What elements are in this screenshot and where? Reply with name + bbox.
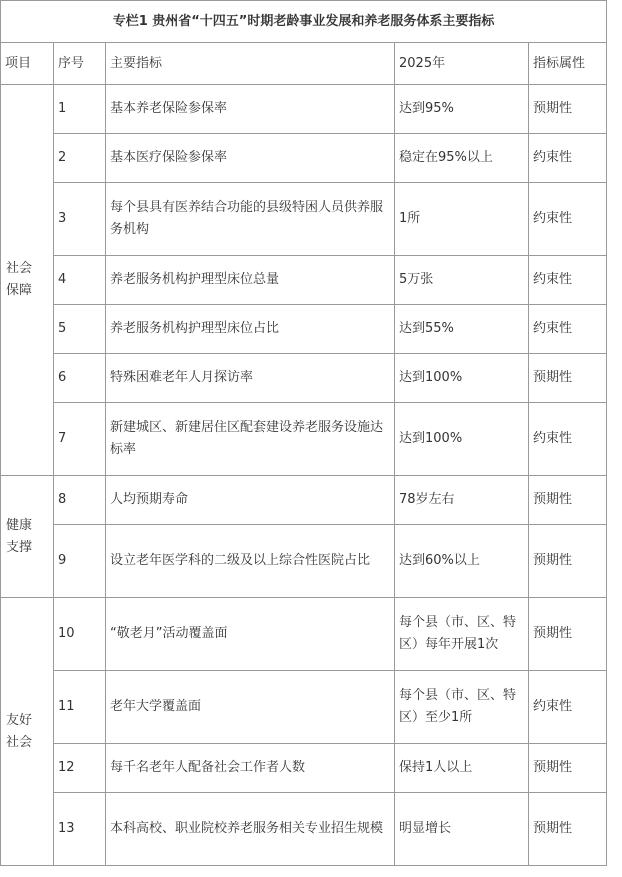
row-indicator: 基本养老保险参保率 [106,85,395,134]
row-number: 4 [54,256,106,305]
header-attribute: 指标属性 [529,43,607,85]
table-title: 专栏1 贵州省“十四五”时期老龄事业发展和养老服务体系主要指标 [1,1,607,43]
row-number: 10 [54,598,106,671]
row-indicator: 新建城区、新建居住区配套建设养老服务设施达标率 [106,403,395,476]
row-target: 达到100% [395,403,529,476]
row-number: 6 [54,354,106,403]
row-attribute: 预期性 [529,598,607,671]
row-attribute: 约束性 [529,305,607,354]
table-row [1,134,607,183]
row-attribute: 约束性 [529,256,607,305]
row-attribute: 约束性 [529,183,607,256]
row-number: 8 [54,476,106,525]
row-indicator: 设立老年医学科的二级及以上综合性医院占比 [106,525,395,598]
row-target: 明显增长 [395,793,529,866]
table-row [1,598,607,671]
category-label-line1: 社会 [6,261,33,276]
row-target: 1所 [395,183,529,256]
row-target: 达到55% [395,305,529,354]
table-row [1,744,607,793]
table-row [1,525,607,598]
table-row [1,354,607,403]
header-row [1,43,607,85]
category-label-line2: 社会 [6,734,33,750]
row-attribute: 预期性 [529,476,607,525]
table-row [1,183,607,256]
table-row [1,793,607,866]
row-number: 3 [54,183,106,256]
table-row [1,671,607,744]
row-number: 12 [54,744,106,793]
row-indicator: 特殊困难老年人月探访率 [106,354,395,403]
row-attribute: 预期性 [529,354,607,403]
row-indicator: 老年大学覆盖面 [106,671,395,744]
table-row [1,256,607,305]
row-attribute: 约束性 [529,403,607,476]
row-indicator: 养老服务机构护理型床位占比 [106,305,395,354]
table-row [1,305,607,354]
row-indicator: “敬老月”活动覆盖面 [106,598,395,671]
category-label-line1: 友好 [6,712,33,728]
row-target: 每个县（市、区、特区）至少1所 [395,671,529,744]
row-attribute: 约束性 [529,134,607,183]
table-row [1,403,607,476]
category-label-line1: 健康 [6,517,33,533]
row-target: 稳定在95%以上 [395,134,529,183]
header-category: 项目 [1,43,54,85]
row-number: 7 [54,403,106,476]
header-target-2025: 2025年 [395,43,529,85]
row-indicator: 本科高校、职业院校养老服务相关专业招生规模 [106,793,395,866]
row-indicator: 养老服务机构护理型床位总量 [106,256,395,305]
row-number: 1 [54,85,106,134]
row-target: 5万张 [395,256,529,305]
category-cell-friendly-society [1,598,54,866]
row-attribute: 预期性 [529,525,607,598]
header-indicator: 主要指标 [106,43,395,85]
category-cell-social-security [1,85,54,476]
row-target: 达到100% [395,354,529,403]
row-target: 每个县（市、区、特区）每年开展1次 [395,598,529,671]
table-row [1,85,607,134]
category-cell-health-support [1,476,54,598]
row-indicator: 每个县具有医养结合功能的县级特困人员供养服务机构 [106,183,395,256]
row-target: 78岁左右 [395,476,529,525]
category-label-line2: 保障 [6,283,33,298]
category-label-line2: 支撑 [6,539,33,555]
table-row [1,476,607,525]
row-attribute: 预期性 [529,744,607,793]
row-indicator: 每千名老年人配备社会工作者人数 [106,744,395,793]
row-attribute: 预期性 [529,85,607,134]
row-number: 13 [54,793,106,866]
row-number: 9 [54,525,106,598]
header-number: 序号 [54,43,106,85]
row-indicator: 基本医疗保险参保率 [106,134,395,183]
row-attribute: 预期性 [529,793,607,866]
row-target: 达到60%以上 [395,525,529,598]
row-target: 保持1人以上 [395,744,529,793]
title-row [1,1,607,43]
row-indicator: 人均预期寿命 [106,476,395,525]
row-number: 11 [54,671,106,744]
row-attribute: 约束性 [529,671,607,744]
row-number: 5 [54,305,106,354]
row-target: 达到95% [395,85,529,134]
row-number: 2 [54,134,106,183]
